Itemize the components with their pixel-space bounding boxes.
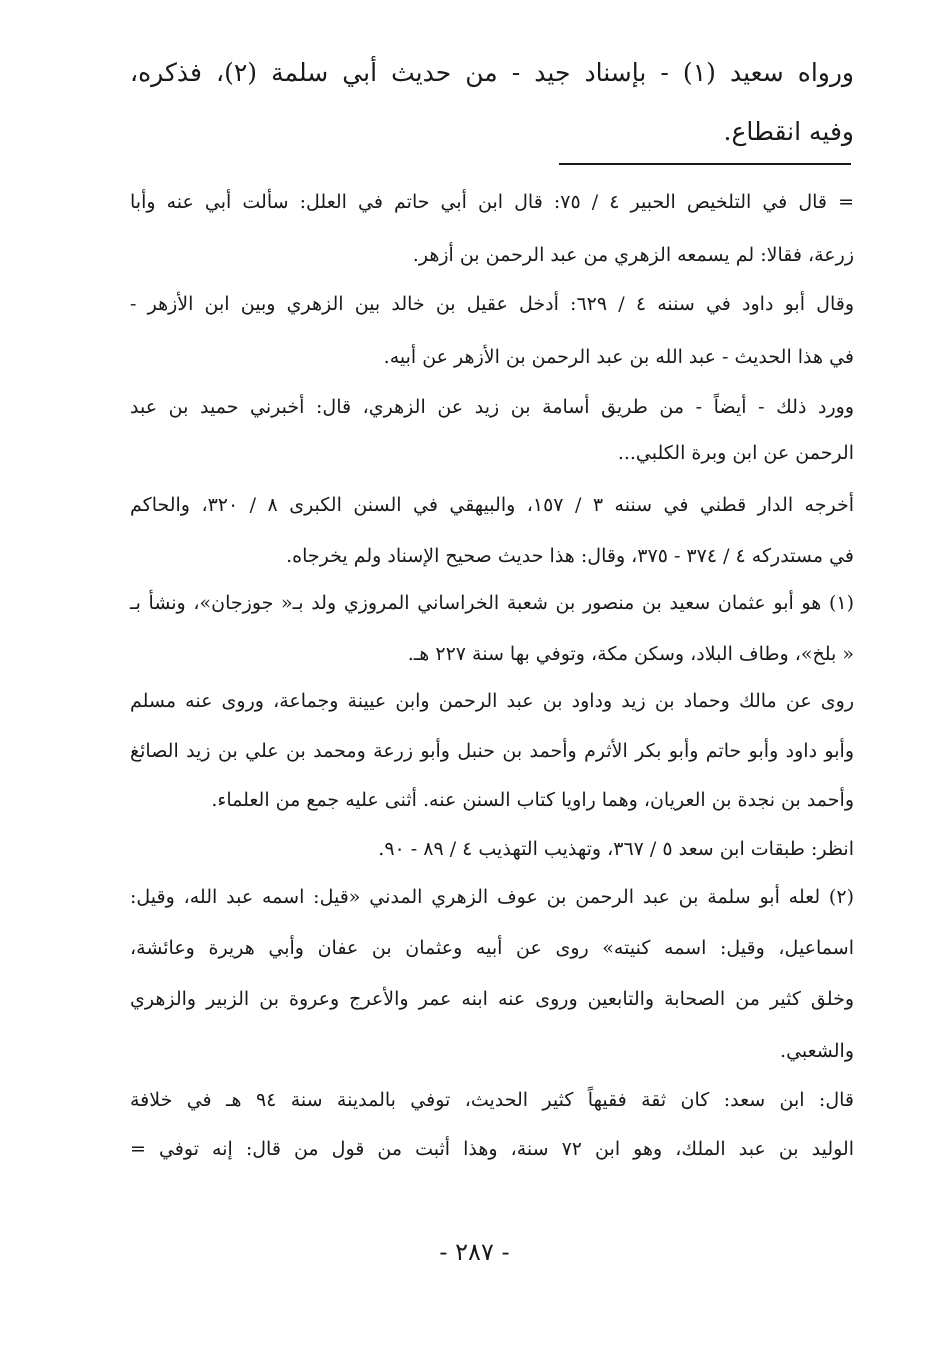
footnote-line: الرحمن عن ابن وبرة الكلبي... — [617, 442, 854, 464]
footnote-line: اسماعيل، وقيل: اسمه كنيته» روى عن أبيه وعثمان بن عفان وأبي هريرة وعائشة، — [130, 937, 854, 959]
footnote-separator — [559, 163, 851, 165]
footnote-line: وقال أبو داود في سننه ٤ / ٦٢٩: أدخل عقيل بن خالد بين الزهري وبين ابن الأزهر - — [130, 293, 854, 315]
footnote-line: انظر: طبقات ابن سعد ٥ / ٣٦٧، وتهذيب التهذيب ٤ / ٨٩ - ٩٠. — [378, 838, 854, 860]
footnote-line: والشعبي. — [780, 1040, 854, 1062]
footnote-line: في هذا الحديث - عبد الله بن عبد الرحمن بن الأزهر عن أبيه. — [383, 346, 854, 368]
footnote-line: في مستدركه ٤ / ٣٧٤ - ٣٧٥، وقال: هذا حديث صحيح الإسناد ولم يخرجاه. — [286, 545, 854, 567]
footnote-line: وورد ذلك - أيضاً - من طريق أسامة بن زيد عن الزهري، قال: أخبرني حميد بن عبد — [130, 396, 854, 418]
footnote-line: « بلخ»، وطاف البلاد، وسكن مكة، وتوفي بها سنة ٢٢٧ هـ. — [407, 643, 854, 665]
main-text-line: ورواه سعيد (١) - بإسناد جيد - من حديث أبي سلمة (٢)، فذكره، — [130, 58, 854, 87]
footnote-line: (١) هو أبو عثمان سعيد بن منصور بن شعبة الخراساني المروزي ولد بـ« جوزجان»، ونشأ بـ — [130, 592, 854, 614]
footnote-line: وأحمد بن نجدة بن العريان، وهما راويا كتاب السنن عنه. أثنى عليه جمع من العلماء. — [211, 789, 854, 811]
footnote-line: روى عن مالك وحماد بن زيد وداود بن عبد الرحمن وابن عيينة وجماعة، وروى عنه مسلم — [130, 690, 854, 712]
main-text-line: وفيه انقطاع. — [723, 117, 854, 146]
footnote-line: زرعة، فقالا: لم يسمعه الزهري من عبد الرحمن بن أزهر. — [412, 244, 854, 266]
footnote-line: قال: ابن سعد: كان ثقة فقيهاً كثير الحديث، توفي بالمدينة سنة ٩٤ هـ في خلافة — [130, 1089, 854, 1111]
footnote-line: (٢) لعله أبو سلمة بن عبد الرحمن بن عوف الزهري المدني «قيل: اسمه عبد الله، وقيل: — [130, 886, 854, 908]
footnote-line: وخلق كثير من الصحابة والتابعين وروى عنه ابنه عمر والأعرج وعروة بن الزبير والزهري — [130, 988, 854, 1010]
page-number: - ٢٨٧ - — [439, 1238, 510, 1266]
footnote-line: = قال في التلخيص الحبير ٤ / ٧٥: قال ابن أبي حاتم في العلل: سألت أبي عنه وأبا — [130, 191, 854, 213]
footnote-line: وأبو داود وأبو حاتم وأبو بكر الأثرم وأحمد بن حنبل وأبو زرعة ومحمد بن علي بن زيد الصائغ — [130, 740, 854, 762]
footnote-line: الوليد بن عبد الملك، وهو ابن ٧٢ سنة، وهذا أثبت من قول من قال: إنه توفي = — [130, 1138, 854, 1160]
footnote-line: أخرجه الدار قطني في سننه ٣ / ١٥٧، والبيهقي في السنن الكبرى ٨ / ٣٢٠، والحاكم — [130, 494, 854, 516]
